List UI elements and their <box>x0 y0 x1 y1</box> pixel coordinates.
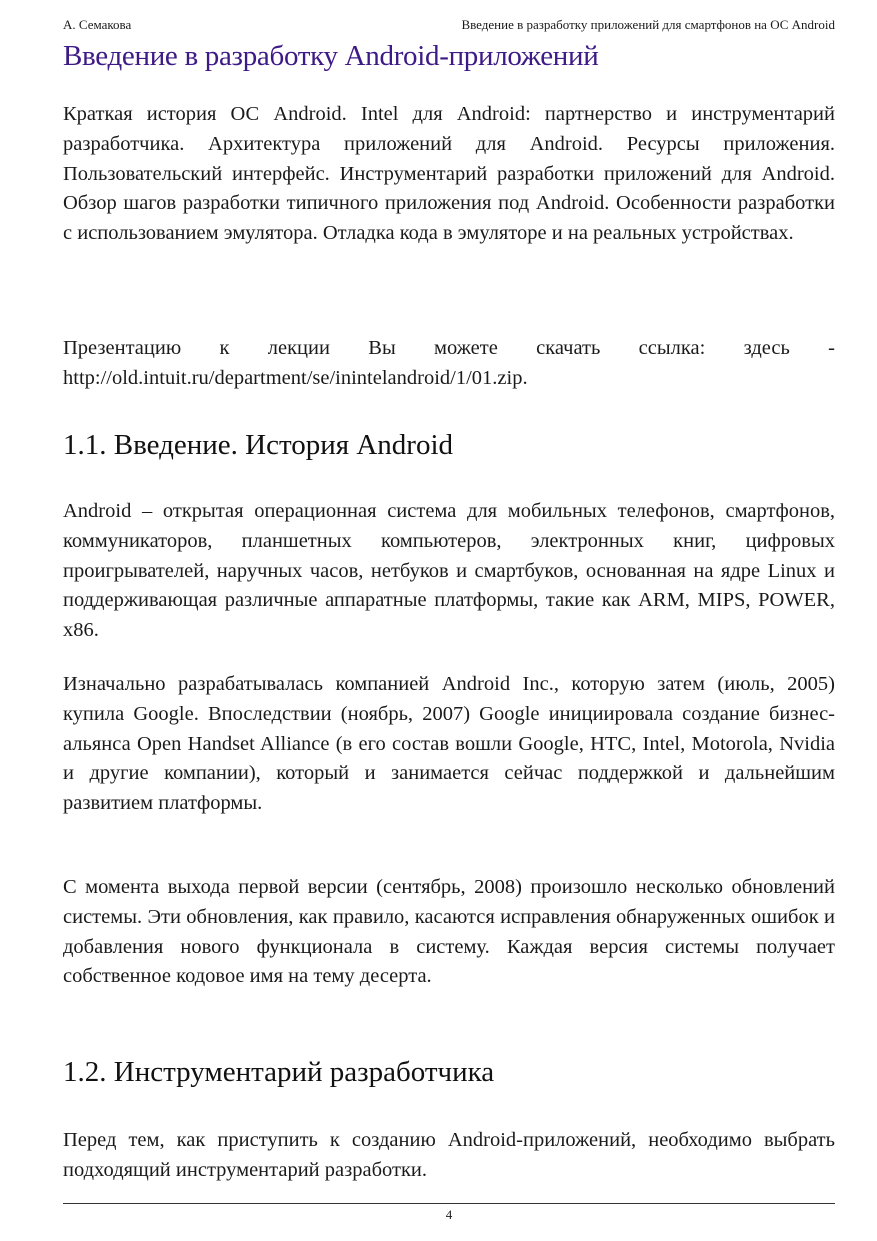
footer-divider <box>63 1203 835 1204</box>
paragraph-android-versions: С момента выхода первой версии (сентябрь, 2008) произошло несколько обновлений системы. Эти обновления, как правило, касаются исправления обнаруженных ошибок и добавления нового функционала в систему. Каждая версия системы получает собственное кодовое имя на тему десерта. <box>63 876 835 988</box>
header-course-title: Введение в разработку приложений для смартфонов на ОС Android <box>461 17 835 32</box>
page-number: 4 <box>445 1207 453 1222</box>
lecture-summary: Краткая история ОС Android. Intel для Android: партнерство и инструментарий разработчика. Архитектура приложений для Android. Ресурсы приложения. Пользовательский интерфейс. Инструментарий разработки приложений для Android. Обзор шагов разработки типичного приложения под Android. Особенности разработки с использованием эмулятора. Отладка кода в эмуляторе и на реальных устройствах. <box>63 103 835 245</box>
presentation-note: Презентацию к лекции Вы можете скачать ссылка: здесь - http://old.intuit.ru/department/se/inintelandroid/1/01.zip. <box>63 337 835 389</box>
section-heading-tools: 1.2. Инструментарий разработчика <box>63 1056 495 1088</box>
paragraph-android-origin: Изначально разрабатывалась компанией Android Inc., которую затем (июль, 2005) купила Google. Впоследствии (ноябрь, 2007) Google инициировала создание бизнес-альянса Open Handset Alliance (в его состав вошли Google, HTC, Intel, Motorola, Nvidia и другие компании), который и занимается сейчас поддержкой и дальнейшим развитием платформы. <box>63 673 835 815</box>
header-author: А. Семакова <box>63 17 132 32</box>
paragraph-tools-intro: Перед тем, как приступить к созданию Android-приложений, необходимо выбрать подходящий инструментарий разработки. <box>63 1129 835 1181</box>
section-heading-history: 1.1. Введение. История Android <box>63 429 454 461</box>
paragraph-android-definition: Android – открытая операционная система для мобильных телефонов, смартфонов, коммуникаторов, планшетных компьютеров, электронных книг, цифровых проигрывателей, наручных часов, нетбуков и смартбуков, основанная на ядре Linux и поддерживающая различные аппаратные платформы, такие как ARM, MIPS, POWER, x86. <box>63 500 835 642</box>
lecture-title: Введение в разработку Android-приложений <box>63 40 599 72</box>
